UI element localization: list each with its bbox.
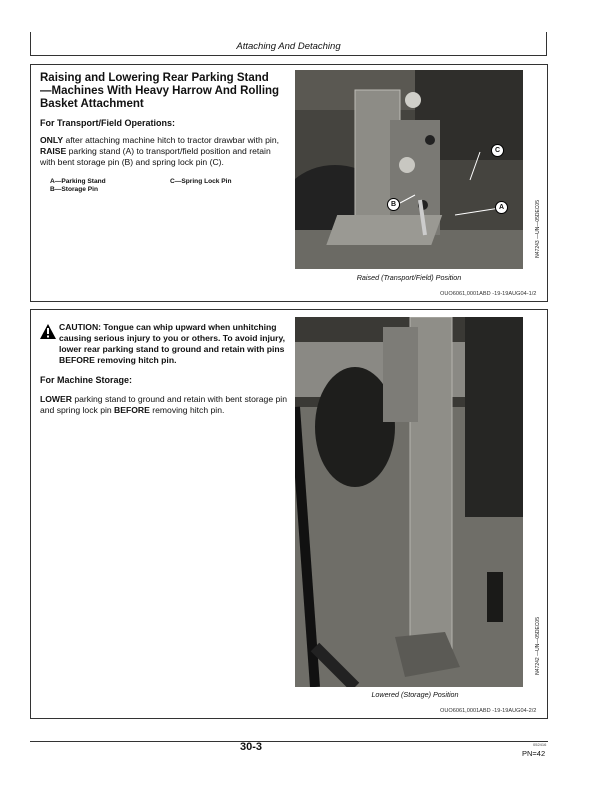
caution-block [40,322,290,366]
footer-code: 052416 [533,742,547,747]
section1-title: Raising and Lowering Rear Parking Stand—Machines With Heavy Harrow And Rolling Basket Attachment [40,72,280,110]
callout-c: C [491,144,504,157]
para-text: parking stand to ground and retain with bent storage pin and spring lock pin [40,394,287,415]
section1-paragraph [40,135,280,168]
section2-subheading: For Machine Storage: [40,375,133,385]
section1-text [40,72,280,168]
legend-b: B—Storage Pin [50,186,98,193]
callout-b: B [387,198,400,211]
before-emphasis: BEFORE [114,405,150,415]
photo-raised-illustration [295,70,523,269]
photo1-caption: Raised (Transport/Field) Position [356,273,462,282]
para-text: removing hitch pin. [149,405,225,415]
photo-raised-position [295,70,523,269]
callout-a: A [495,201,508,214]
warning-triangle-icon [40,324,56,339]
page-number: 30-3 [240,741,263,753]
raise-emphasis: RAISE [40,146,67,156]
section1-ref: OUO6061,0001ABD -19-19AUG04-1/2 [440,291,537,297]
section2-ref: OUO6061,0001ABD -19-19AUG04-2/2 [440,708,537,714]
para-text: parking stand (A) to transport/field position and retain with bent storage pin (B) and spring lock pin (C). [40,146,271,167]
photo2-caption: Lowered (Storage) Position [371,690,459,699]
page-header-title: Attaching And Detaching [236,41,341,52]
photo-lowered-position [295,317,523,687]
photo2-id: N47242 —UN—05DEC05 [535,617,541,675]
section2-paragraph [40,394,290,416]
section1-subheading: For Transport/Field Operations: [40,118,176,128]
lower-emphasis: LOWER [40,394,72,404]
footer-rule [30,741,548,742]
section2-text [40,322,290,416]
photo-lowered-illustration [295,317,523,687]
caution-text: CAUTION: Tongue can whip upward when unhitching causing serious injury to you or others. To avoid injury, lower rear parking stand to ground and retain with pins BEFORE removing hitch pin. [59,322,286,365]
only-emphasis: ONLY [40,135,64,145]
photo1-id: N47243 —UN—05DEC05 [535,200,541,258]
legend-a: A—Parking Stand [50,178,106,185]
page-pn: PN=42 [522,749,546,758]
para-text: after attaching machine hitch to tractor drawbar with pin, [63,135,279,145]
legend-c: C—Spring Lock Pin [170,178,232,185]
